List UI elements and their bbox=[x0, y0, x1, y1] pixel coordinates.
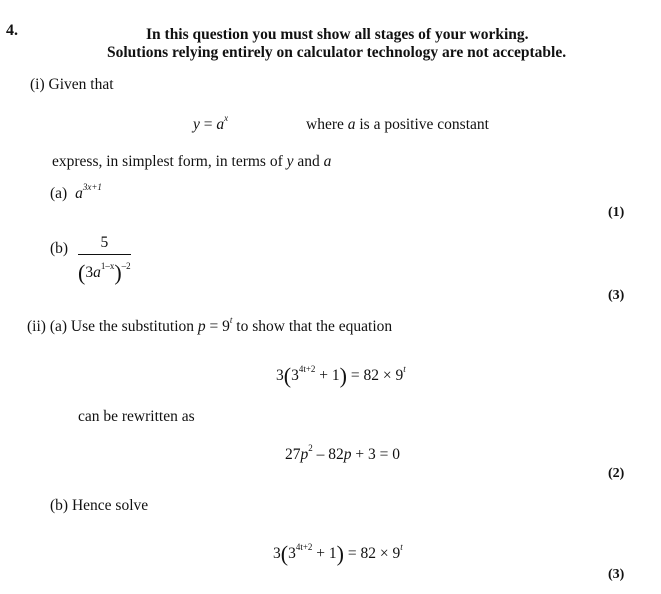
part-ii-b-label: (b) bbox=[50, 497, 69, 514]
eq-ii-b-exp: 4t+2 bbox=[295, 542, 313, 552]
eq-ii-b-base: 3 bbox=[288, 545, 296, 562]
eq-ii-b-rhs-exp: t bbox=[400, 542, 403, 552]
rewritten-text: can be rewritten as bbox=[78, 408, 195, 425]
instruction-line-1: In this question you must show all stages of your working. bbox=[146, 26, 529, 43]
given-text: Given that bbox=[48, 76, 114, 93]
eq-ii-a-exp: 4t+2 bbox=[298, 364, 316, 374]
den-inner-exp: 1–x bbox=[100, 261, 115, 271]
part-ii-a-label: (a) bbox=[49, 318, 68, 335]
den-base: a bbox=[93, 264, 101, 281]
express-text: express, in simplest form, in terms of bbox=[52, 153, 287, 170]
part-i-a-label: (a) bbox=[50, 185, 68, 202]
eq-a: a bbox=[216, 116, 225, 133]
eq-ii-a-pre: 3 bbox=[276, 367, 284, 384]
express-instruction bbox=[52, 153, 331, 171]
mark-i-a: (1) bbox=[608, 205, 625, 220]
question-number: 4. bbox=[6, 22, 18, 39]
quad-end: + 3 = 0 bbox=[351, 446, 400, 463]
where-clause bbox=[306, 116, 489, 134]
eq-ii-b-pre: 3 bbox=[273, 545, 281, 562]
given-equation bbox=[193, 113, 229, 134]
instruction-line-2: Solutions relying entirely on calculator technology are not acceptable. bbox=[107, 44, 567, 61]
quadratic-equation bbox=[285, 443, 400, 464]
part-i-a bbox=[50, 182, 102, 203]
part-i-b-label: (b) bbox=[50, 240, 69, 257]
quad-mid: – 82 bbox=[312, 446, 344, 463]
part-i-intro bbox=[30, 76, 114, 94]
hence-text: Hence solve bbox=[71, 497, 149, 514]
express-a: a bbox=[323, 153, 332, 170]
where-rest: is a positive constant bbox=[355, 116, 489, 133]
where-text: where bbox=[306, 116, 348, 133]
part-i-a-base: a bbox=[75, 185, 83, 202]
eq-ii-a-rhs: = 82 × 9 bbox=[346, 367, 404, 384]
mark-i-b: (3) bbox=[608, 288, 625, 303]
quad-p: p bbox=[300, 446, 309, 463]
quad-pre: 27 bbox=[285, 446, 301, 463]
eq-exponent: x bbox=[224, 113, 229, 123]
den-outer-exp: –2 bbox=[121, 261, 131, 271]
fraction-denominator: $(3a^{1-x})^{-2}$ bbox=[78, 260, 131, 285]
eq-ii-a-rhs-exp: t bbox=[403, 364, 406, 374]
quad-p2: p bbox=[343, 446, 352, 463]
sub-eq: = 9 bbox=[205, 318, 230, 335]
equation-ii-a: $3(3^{4t+2} + 1) = 82 \times 9^t$ bbox=[276, 363, 406, 388]
part-ii-label: (ii) bbox=[27, 318, 46, 335]
eq-equals: = bbox=[199, 116, 217, 133]
part-ii-b bbox=[50, 497, 148, 515]
mark-ii-b: (3) bbox=[608, 567, 625, 582]
eq-ii-a-base: 3 bbox=[291, 367, 299, 384]
den-coef: 3 bbox=[85, 264, 94, 281]
eq-y: y bbox=[193, 116, 200, 133]
fraction-numerator: 5 bbox=[78, 234, 131, 255]
eq-ii-b-rhs: = 82 × 9 bbox=[343, 545, 401, 562]
express-y: y bbox=[286, 153, 294, 170]
sub-p: p bbox=[197, 318, 206, 335]
express-and: and bbox=[293, 153, 324, 170]
equation-ii-b: $3(3^{4t+2} + 1) = 82 \times 9^t$ bbox=[273, 541, 403, 566]
part-ii-a bbox=[27, 315, 393, 336]
eq-ii-a-plus: + 1 bbox=[315, 367, 340, 384]
fraction bbox=[78, 234, 131, 283]
part-i-label: (i) bbox=[30, 76, 45, 93]
quad-sq: 2 bbox=[308, 443, 313, 453]
where-a: a bbox=[347, 116, 356, 133]
use-text: Use the substitution bbox=[70, 318, 198, 335]
eq-ii-b-plus: + 1 bbox=[312, 545, 337, 562]
to-show-text: to show that the equation bbox=[232, 318, 393, 335]
part-i-b-fraction bbox=[78, 234, 131, 283]
sub-t: t bbox=[229, 315, 233, 325]
mark-ii-a: (2) bbox=[608, 466, 625, 481]
part-i-a-exponent: 3x+1 bbox=[82, 182, 102, 192]
